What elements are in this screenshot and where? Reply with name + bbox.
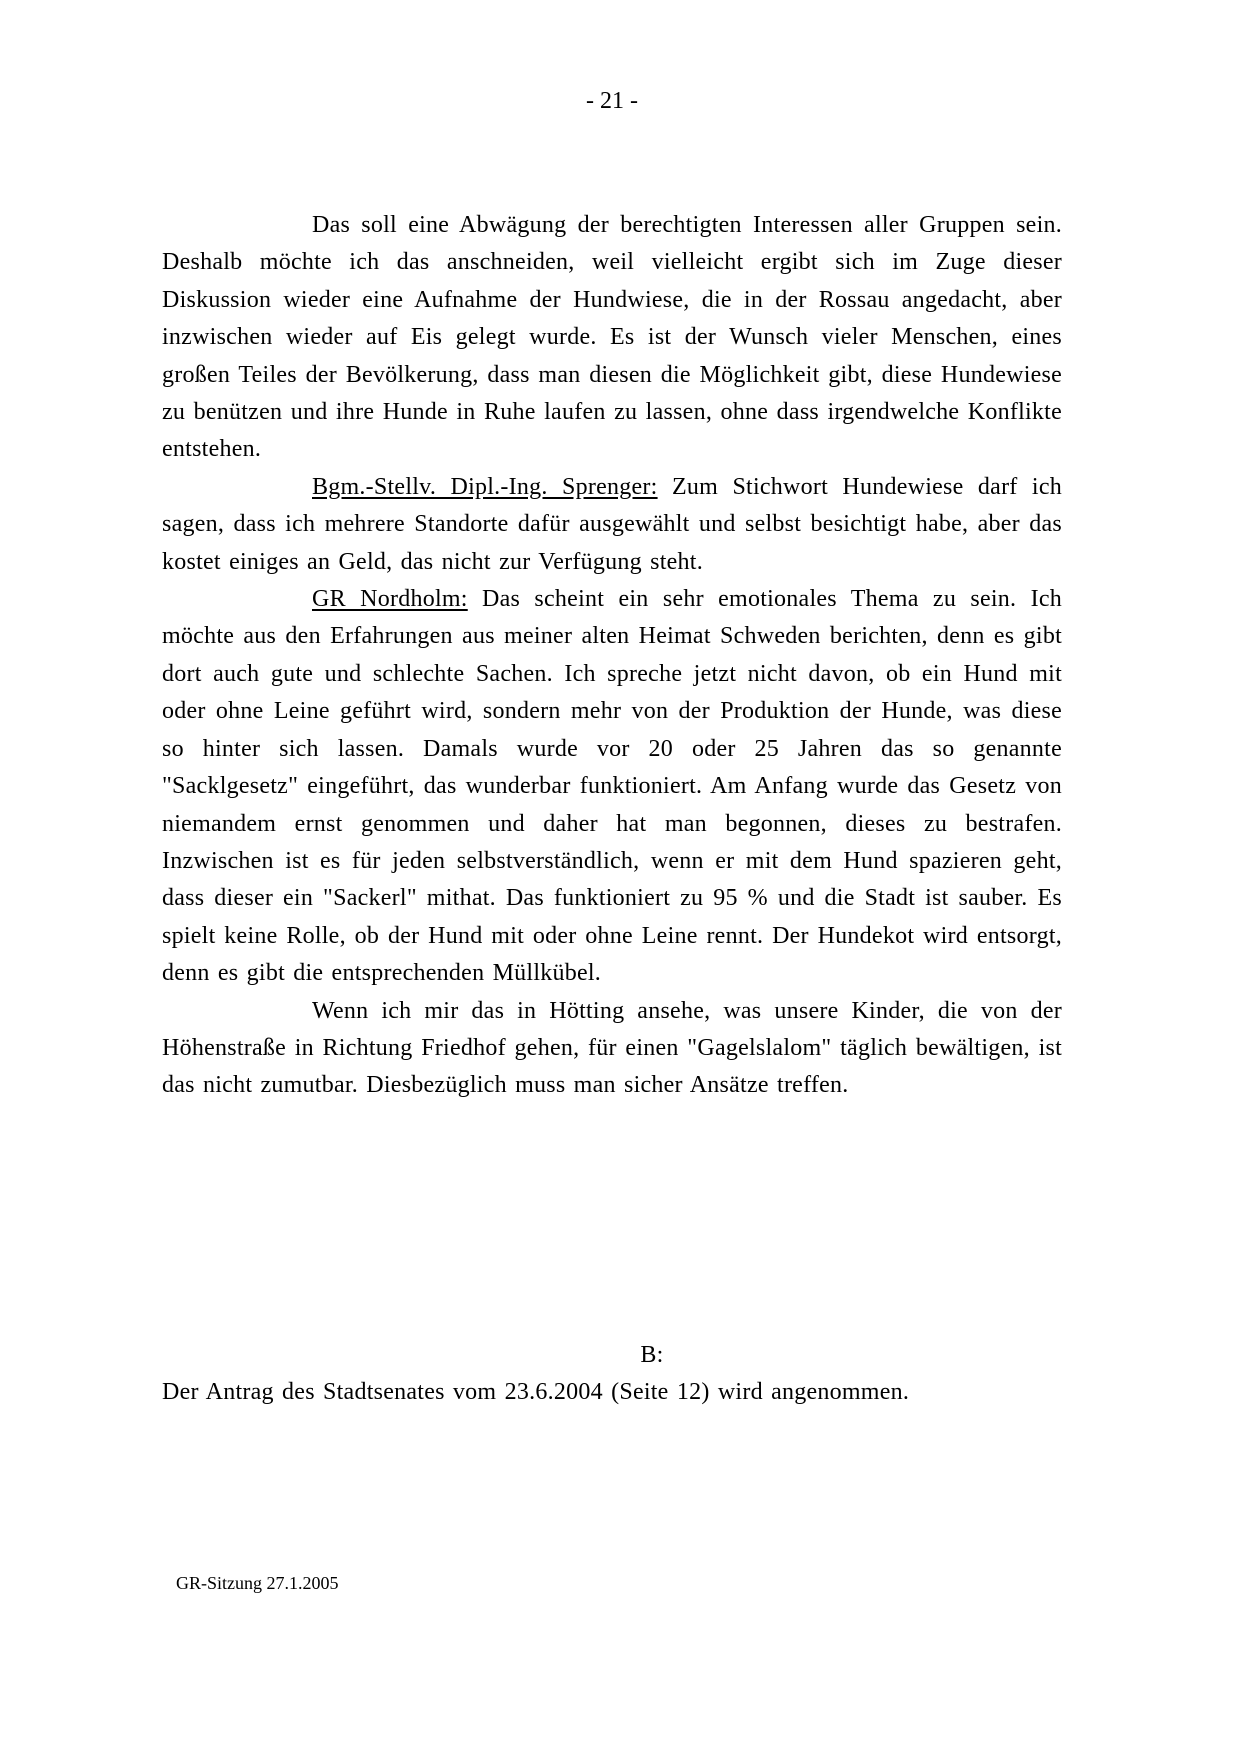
resolution-text: Der Antrag des Stadtsenates vom 23.6.2004 (Seite 12) wird angenommen.: [162, 1379, 910, 1406]
speaker-name: GR Nordholm:: [312, 586, 468, 613]
paragraph-text: Wenn ich mir das in Hötting ansehe, was unsere Kinder, die von der Höhenstraße in Richtung Friedhof gehen, für einen "Gagelslalom" täglich bewältigen, ist das nicht zumutbar. Diesbezüglich muss man sicher Ansätze treffen.: [162, 997, 1062, 1099]
paragraph: [162, 207, 1062, 469]
paragraph: [162, 469, 1062, 581]
paragraph: [162, 581, 1062, 992]
paragraph-text: Das scheint ein sehr emotionales Thema zu sein. Ich möchte aus den Erfahrungen aus meiner alten Heimat Schweden berichten, denn es gibt dort auch gute und schlechte Sachen. Ich spreche jetzt nicht davon, ob ein Hund mit oder ohne Leine geführt wird, sondern mehr von der Produktion der Hunde, was diese so hinter sich lassen. Damals wurde vor 20 oder 25 Jahren das so genannte "Sacklgesetz" eingeführt, das wunderbar funktioniert. Am Anfang wurde das Gesetz von niemandem ernst genommen und daher hat man begonnen, dieses zu bestrafen. Inzwischen ist es für jeden selbstverständlich, wenn er mit dem Hund spazieren geht, dass dieser ein "Sackerl" mithat. Das funktioniert zu 95 % und die Stadt ist sauber. Es spielt keine Rolle, ob der Hund mit oder ohne Leine rennt. Der Hundekot wird entsorgt, denn es gibt die entsprechenden Müllkübel.: [162, 586, 1063, 987]
resolution-label: B:: [640, 1342, 664, 1368]
page-footer: GR-Sitzung 27.1.2005: [176, 1573, 339, 1593]
paragraph-text: Zum Stichwort Hundewiese darf ich sagen, dass ich mehrere Standorte dafür ausgewählt und selbst besichtigt habe, aber das kostet einiges an Geld, das nicht zur Verfügung steht.: [162, 473, 1063, 575]
page-number: - 21 -: [586, 88, 638, 114]
paragraph-text: Das soll eine Abwägung der berechtigten Interessen aller Gruppen sein. Deshalb möchte ich das anschneiden, weil vielleicht ergibt sich im Zuge dieser Diskussion wieder eine Aufnahme der Hundwiese, die in der Rossau angedacht, aber inzwischen wieder auf Eis gelegt wurde. Es ist der Wunsch vieler Menschen, eines großen Teiles der Bevölkerung, dass man diesen die Möglichkeit gibt, diese Hundewiese zu benützen und ihre Hunde in Ruhe laufen zu lassen, ohne dass irgendwelche Konflikte entstehen.: [162, 212, 1062, 463]
speaker-name: Bgm.-Stellv. Dipl.-Ing. Sprenger:: [312, 473, 658, 500]
resolution-section: [162, 1337, 1062, 1412]
document-body: [162, 207, 1062, 1105]
paragraph: [162, 993, 1062, 1105]
